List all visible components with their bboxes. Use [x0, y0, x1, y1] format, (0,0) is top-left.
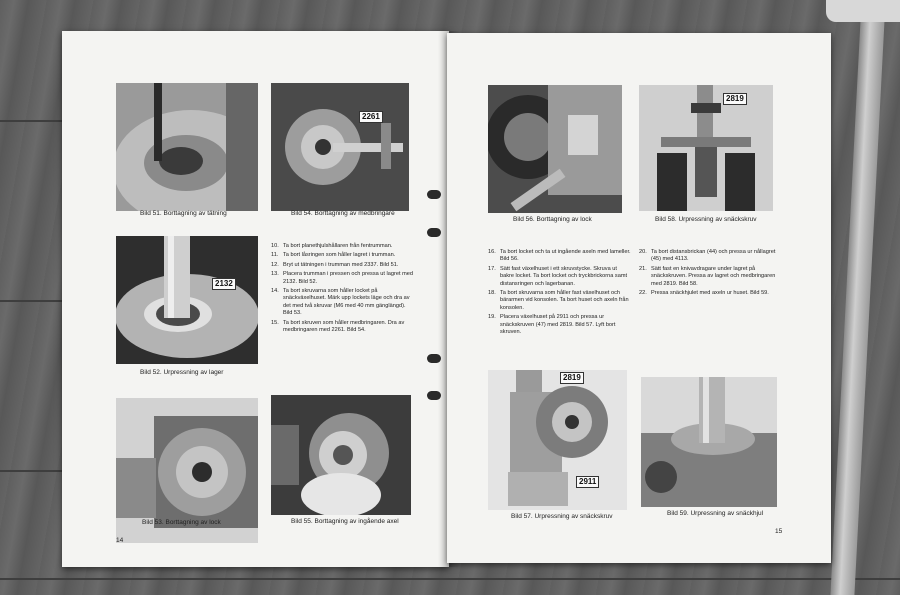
- step-number: 20.: [639, 249, 647, 255]
- caption-bild-59: Bild 59. Urpressning av snäckhjul: [667, 510, 764, 517]
- step-item: [271, 288, 415, 318]
- photo-bild-57: [488, 370, 627, 510]
- caption-bild-56: Bild 56. Borttagning av lock: [513, 216, 592, 223]
- step-text: Sätt fast en knivavdragare under lagret på snäckskruven. Pressa av lagret och medbringaren med 2819. Bild 58.: [651, 265, 776, 287]
- worm-wheel-press-photo: [641, 377, 777, 507]
- step-item: [488, 249, 632, 264]
- table-plank-seam: [0, 120, 62, 122]
- left-page: [62, 31, 449, 567]
- step-item: [271, 243, 415, 250]
- tool-callout-2819: 2819: [560, 372, 584, 384]
- photo-bild-54: [271, 83, 409, 211]
- step-item: [271, 320, 415, 335]
- step-item: [488, 290, 632, 312]
- step-text: Bryt ut tätningen i trumman med 2337. Bild 51.: [283, 261, 399, 268]
- photo-bild-56: [488, 85, 622, 213]
- step-text: Placera trumman i pressen och pressa ut lagret med 2132. Bild 52.: [283, 271, 413, 285]
- photo-bild-51: [116, 83, 258, 211]
- step-text: Placera växelhuset på 2911 och pressa ur snäckskruven (47) med 2819. Bild 57. Lyft bort skruven.: [500, 314, 616, 336]
- punch-hole: [427, 228, 441, 237]
- step-text: Ta bort distansbrickan (44) och pressa ur nållagret (45) med 4113.: [651, 249, 776, 263]
- caption-bild-54: Bild 54. Borttagning av medbringare: [291, 210, 395, 217]
- cover-removal-photo: [488, 85, 622, 213]
- step-text: Ta bort skruven som håller medbringaren. Dra av medbringaren med 2261. Bild 54.: [283, 319, 405, 334]
- punch-hole: [427, 391, 441, 400]
- seal-removal-photo: [116, 83, 258, 211]
- step-number: 12.: [271, 261, 279, 268]
- step-item: [639, 249, 783, 264]
- right-page: [447, 33, 831, 563]
- step-text: Sätt fast växelhuset i ett skruvstycke. Skruva ut bakre locket. Ta bort locket och tryckbrickorna samt distansringen och lagerbanan.: [500, 265, 628, 287]
- page-number: 14: [116, 537, 124, 544]
- step-item: [271, 252, 415, 259]
- caption-bild-51: Bild 51. Borttagning av tätning: [140, 210, 227, 217]
- table-plank-seam: [0, 300, 62, 302]
- step-number: 10.: [271, 243, 279, 249]
- step-text: Pressa snäckhjulet med axeln ur huset. Bild 59.: [651, 290, 769, 297]
- caption-bild-58: Bild 58. Urpressning av snäckskruv: [655, 216, 757, 223]
- step-item: [639, 266, 783, 288]
- step-text: Ta bort skruvarna som håller fast växelhuset och bärarmen vid konsolen. Ta bort huset och axeln från konsolen.: [500, 290, 629, 311]
- input-shaft-photo: [271, 395, 411, 515]
- step-text: Ta bort låsringen som håller lagret i trumman.: [283, 252, 396, 259]
- corner-object: [826, 0, 900, 22]
- tool-callout-2132: 2132: [212, 278, 236, 290]
- table-plank-seam: [0, 578, 900, 580]
- step-number: 14.: [271, 288, 279, 295]
- caption-bild-52: Bild 52. Urpressning av lager: [140, 369, 224, 376]
- step-number: 15.: [271, 319, 279, 326]
- step-list-right-col1: [488, 249, 632, 338]
- step-number: 11.: [271, 252, 279, 259]
- punch-hole: [427, 354, 441, 363]
- step-number: 22.: [639, 290, 647, 297]
- step-item: [488, 314, 632, 336]
- step-number: 13.: [271, 271, 279, 278]
- step-item: [271, 271, 415, 286]
- bearing-press-photo: [116, 236, 258, 364]
- step-item: [639, 290, 783, 297]
- caption-bild-55: Bild 55. Borttagning av ingående axel: [291, 518, 399, 525]
- step-text: Ta bort skruvarna som håller locket på snäckväxelhuset. Märk upp lockets läge och dra av det med två skruvar (M6 med 40 mm gänglängd). Bild 53.: [283, 288, 410, 317]
- tool-callout-2911: 2911: [576, 476, 599, 488]
- photo-bild-59: [641, 377, 777, 507]
- step-list-left: [271, 243, 415, 336]
- caption-bild-57: Bild 57. Urpressning av snäckskruv: [511, 513, 613, 520]
- photo-bild-55: [271, 395, 411, 515]
- step-text: Ta bort planethjulshållaren från fentrumman.: [283, 243, 393, 249]
- step-number: 16.: [488, 249, 496, 255]
- wooden-rail: [830, 0, 885, 595]
- punch-hole: [427, 190, 441, 199]
- worm-screw-press-photo: [488, 370, 627, 510]
- step-list-right-col2: [639, 249, 783, 299]
- driver-removal-photo: [271, 83, 409, 211]
- tool-callout-2819: 2819: [723, 93, 747, 105]
- step-number: 21.: [639, 265, 647, 272]
- step-item: [488, 266, 632, 288]
- photo-bild-52: [116, 236, 258, 364]
- step-number: 19.: [488, 314, 496, 321]
- step-number: 17.: [488, 265, 496, 272]
- worm-screw-press-photo: [639, 85, 773, 211]
- table-plank-seam: [0, 470, 62, 472]
- tool-callout-2261: 2261: [359, 111, 383, 123]
- photo-bild-58: [639, 85, 773, 211]
- step-text: Ta bort locket och ta ut ingående axeln med lameller. Bild 56.: [500, 249, 631, 263]
- step-item: [271, 262, 415, 269]
- step-number: 18.: [488, 290, 496, 297]
- page-number: 15: [775, 528, 783, 535]
- caption-bild-53: Bild 53. Borttagning av lock: [142, 519, 221, 526]
